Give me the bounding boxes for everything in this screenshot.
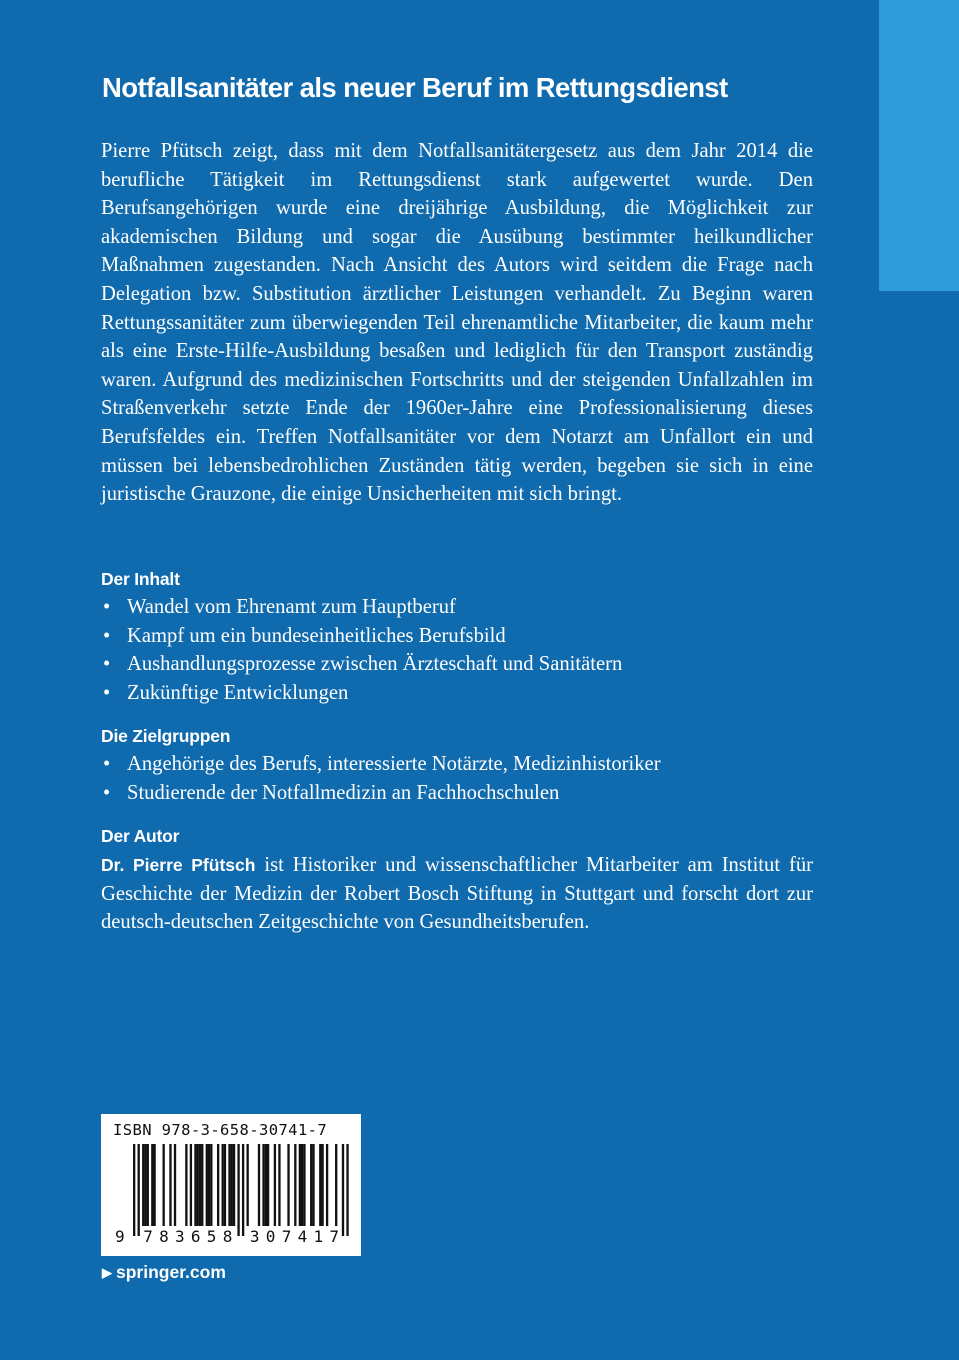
barcode-bar xyxy=(303,1144,305,1226)
isbn-digit: 7 xyxy=(329,1227,340,1246)
barcode-bar xyxy=(210,1144,212,1226)
barcode-bar xyxy=(299,1144,301,1226)
list-item: • Studierende der Notfallmedizin an Fachhochschulen xyxy=(101,779,661,808)
barcode-bar xyxy=(153,1144,155,1226)
barcode-bar xyxy=(163,1144,165,1226)
barcode-bar xyxy=(138,1144,140,1236)
barcode-bar xyxy=(274,1144,276,1226)
isbn-digit: 0 xyxy=(265,1227,276,1246)
barcode-bar xyxy=(201,1144,203,1226)
book-headline: Notfallsanitäter als neuer Beruf im Rettungsdienst xyxy=(102,72,728,103)
barcode-bar xyxy=(206,1144,208,1226)
isbn-digit: 8 xyxy=(159,1227,169,1246)
barcode-bar xyxy=(147,1144,149,1226)
barcode-bar xyxy=(231,1144,233,1226)
isbn-digit: 5 xyxy=(206,1227,217,1246)
barcode-bar xyxy=(310,1144,312,1226)
bullet-icon: • xyxy=(103,653,111,676)
barcode-bar xyxy=(287,1144,289,1226)
barcode-bar xyxy=(228,1144,230,1226)
isbn-digit: 4 xyxy=(297,1227,308,1246)
barcode-bar xyxy=(321,1144,323,1226)
barcode-bar xyxy=(247,1144,249,1226)
barcode-bar xyxy=(174,1144,176,1226)
barcode-bar xyxy=(144,1144,146,1226)
barcode-bar xyxy=(319,1144,321,1226)
barcode-bar xyxy=(312,1144,314,1226)
barcode-bar xyxy=(233,1144,235,1226)
blurb-text: Pierre Pfütsch zeigt, dass mit dem Notfallsanitätergesetz aus dem Jahr 2014 die berufliche Tätigkeit im Rettungsdienst stark aufgewertet wurde. Den Berufsangehörigen wurde eine dreijährige Ausbildung, die Möglichkeit zur akademischen Bildung und sogar die Ausübung bestimmter heilkundlicher Maßnahmen zugestanden. Nach Ansicht des Autors wird seitdem die Frage nach Delegation bzw. Substitution ärztlicher Leistungen verhandelt. Zu Beginn waren Rettungssanitäter zum überwiegenden Teil ehrenamtliche Mitarbeiter, die kaum mehr als eine Erste-Hilfe-Ausbildung besaßen und lediglich für den Transport zuständig waren. Aufgrund des medizinischen Fortschritts und der steigenden Unfallzahlen im Straßenverkehr setzte Ende der 1960er-Jahre eine Professionalisierung dieses Berufsfeldes ein. Treffen Notfallsanitäter vor dem Notarzt am Unfallort ein und müssen bei lebensbedrohlichen Zuständen tätig werden, begeben sie sich in eine juristische Grauzone, die einige Unsicherheiten mit sich bringt. xyxy=(101,140,813,506)
barcode-bar xyxy=(346,1144,348,1236)
barcode-bar xyxy=(335,1144,337,1226)
list-item: • Kampf um ein bundeseinheitliches Berufsbild xyxy=(101,622,622,651)
barcode-bar xyxy=(262,1144,264,1226)
barcode-bar xyxy=(151,1144,153,1226)
barcode-bar xyxy=(342,1144,344,1236)
isbn-barcode-box xyxy=(101,1114,361,1256)
list-item: • Aushandlungsprozesse zwischen Ärzteschaft und Sanitätern xyxy=(101,650,622,679)
isbn-digit: 1 xyxy=(313,1227,324,1246)
barcode-bar xyxy=(242,1144,244,1236)
accent-strip xyxy=(879,0,959,291)
list-item: • Wandel vom Ehrenamt zum Hauptberuf xyxy=(101,593,622,622)
barcode-bar xyxy=(142,1144,144,1226)
barcode-bar xyxy=(301,1144,303,1226)
barcode-bar xyxy=(217,1144,219,1226)
bullet-icon: • xyxy=(103,596,111,618)
arrow-right-icon: ▶ xyxy=(102,1265,112,1280)
barcode-bar xyxy=(133,1144,135,1236)
isbn-digit: 7 xyxy=(143,1227,153,1246)
publisher-link[interactable]: ▶ springer.com xyxy=(102,1262,226,1282)
list-item: • Angehörige des Berufs, interessierte Notärzte, Medizinhistoriker xyxy=(101,750,661,779)
isbn-digit: 9 xyxy=(115,1227,125,1246)
barcode-bar xyxy=(222,1144,224,1226)
barcode-bar xyxy=(265,1144,267,1226)
bullet-icon: • xyxy=(103,624,111,647)
audience-heading: Die Zielgruppen xyxy=(101,726,231,746)
isbn-digit: 3 xyxy=(249,1227,260,1246)
barcode-bar xyxy=(185,1144,187,1226)
isbn-label: ISBN 978-3-658-30741-7 xyxy=(113,1121,328,1139)
content-list xyxy=(101,593,622,707)
isbn-digit: 6 xyxy=(190,1227,201,1246)
author-name: Dr. Pierre Pfütsch xyxy=(101,855,256,875)
bullet-icon: • xyxy=(103,781,111,804)
bullet-icon: • xyxy=(103,753,111,775)
isbn-digit: 8 xyxy=(222,1227,233,1246)
author-bio: Dr. Pierre Pfütsch ist Historiker und wissenschaftlicher Mitarbeiter am Institut für Geschichte der Medizin der Robert Bosch Stiftung in Stuttgart und forscht dort zur deutsch-deutschen Zeitgeschichte von Gesundheitsberufen. xyxy=(101,854,813,934)
barcode-bar xyxy=(258,1144,260,1226)
audience-list xyxy=(101,750,661,807)
barcode-bar xyxy=(237,1144,239,1236)
isbn-digit: 7 xyxy=(281,1227,292,1246)
barcode-bar xyxy=(194,1144,196,1226)
barcode-bar xyxy=(326,1144,328,1226)
barcode-bar xyxy=(224,1144,226,1226)
barcode-bar xyxy=(197,1144,199,1226)
barcode-bar xyxy=(190,1144,192,1226)
barcode-bar xyxy=(169,1144,171,1226)
barcode-bar xyxy=(208,1144,210,1226)
author-heading: Der Autor xyxy=(101,826,180,846)
barcode-bar xyxy=(199,1144,201,1226)
isbn-digit: 3 xyxy=(175,1227,185,1246)
barcode-bar xyxy=(294,1144,296,1226)
isbn-digits xyxy=(101,1227,361,1249)
bullet-icon: • xyxy=(103,681,111,704)
barcode-bar xyxy=(267,1144,269,1226)
barcode-bar xyxy=(278,1144,280,1226)
content-heading: Der Inhalt xyxy=(101,569,180,589)
list-item: • Zukünftige Entwicklungen xyxy=(101,679,622,708)
